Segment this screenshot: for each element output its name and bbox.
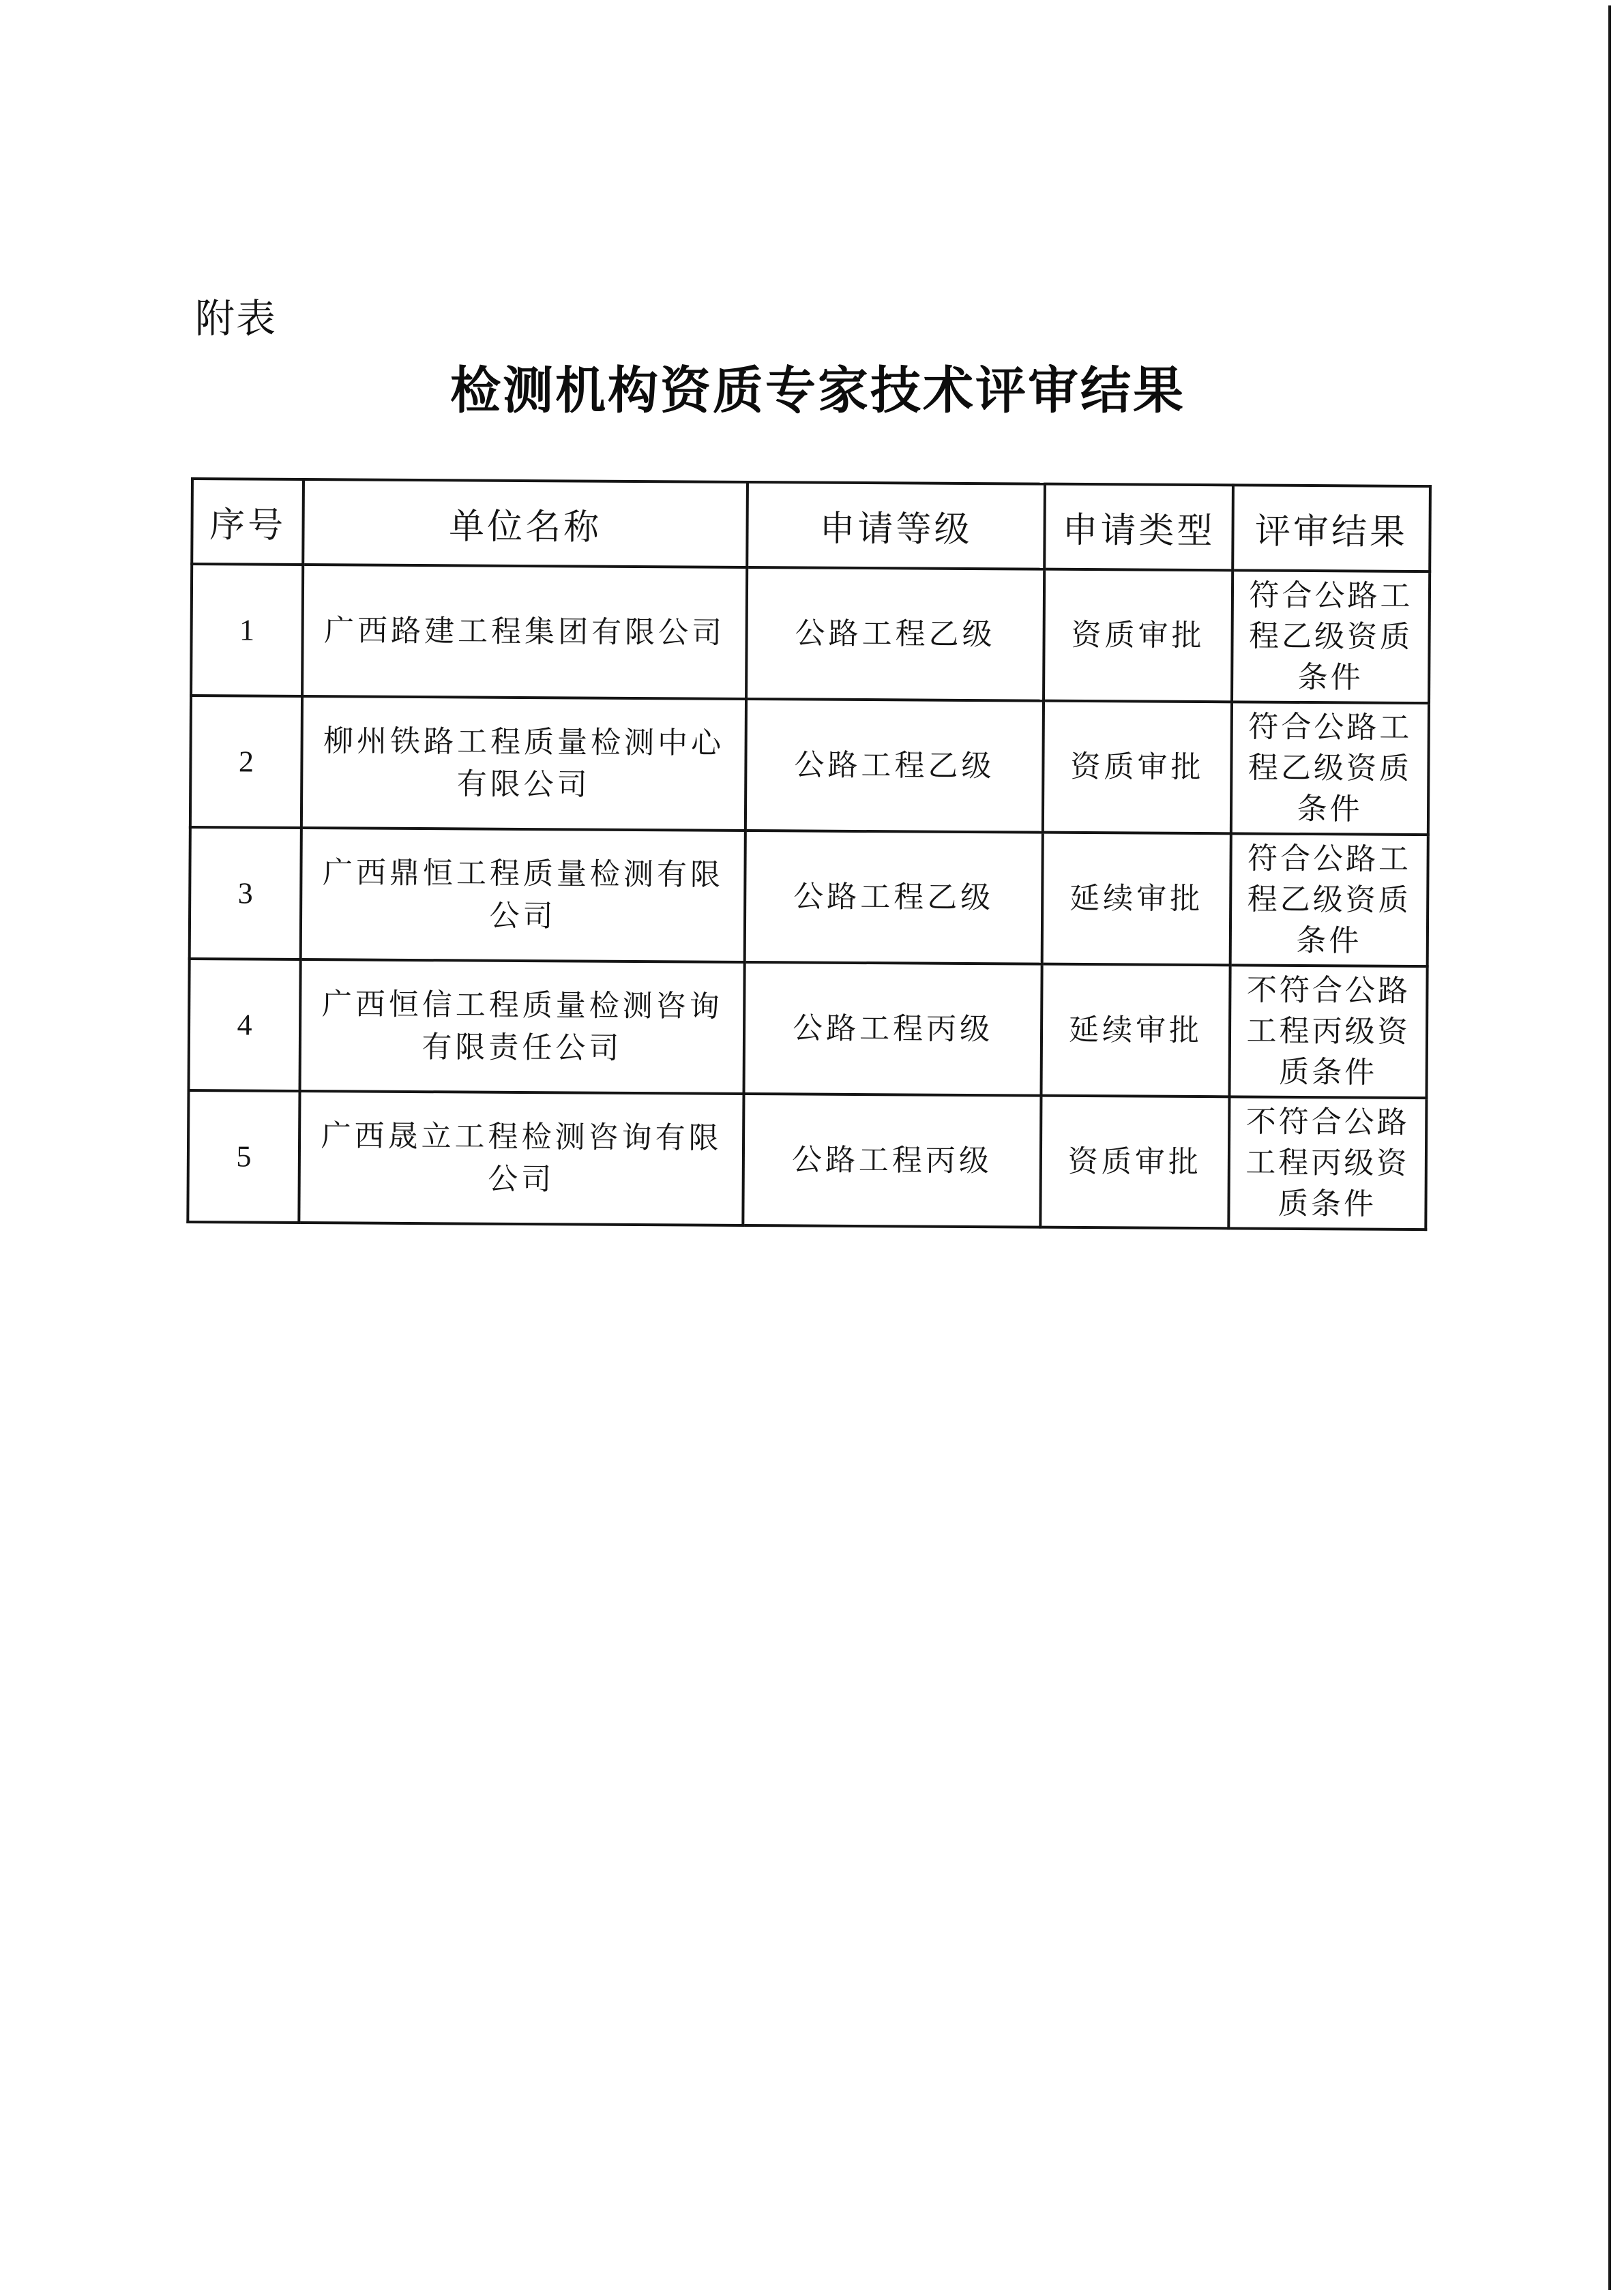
appendix-label: 附表 — [195, 295, 278, 342]
unit-name-line: 广西路建工程集团有限公司 — [323, 612, 726, 651]
header-type: 申请类型 — [1044, 484, 1233, 571]
unit-name-line: 广西鼎恒工程质量检测有限 — [322, 854, 724, 893]
cell-result: 符合公路工程乙级资质条件 — [1230, 833, 1428, 966]
header-grade: 申请等级 — [747, 482, 1045, 569]
cell-result: 不符合公路工程丙级资质条件 — [1229, 965, 1427, 1098]
cell-unit-name — [300, 959, 745, 1094]
cell-grade: 公路工程乙级 — [746, 567, 1044, 701]
cell-index: 1 — [191, 564, 303, 696]
cell-grade: 公路工程丙级 — [743, 962, 1042, 1096]
cell-index: 5 — [188, 1090, 299, 1223]
unit-name-line: 广西晟立工程检测咨询有限 — [321, 1118, 722, 1156]
table-row — [188, 1090, 1426, 1229]
cell-type: 延续审批 — [1042, 833, 1231, 966]
unit-name-line: 柳州铁路工程质量检测中心 — [323, 723, 725, 761]
scan-edge-line — [1608, 5, 1611, 2290]
cell-index: 2 — [190, 696, 302, 828]
cell-unit-name — [299, 1091, 743, 1225]
cell-index: 3 — [190, 827, 301, 959]
cell-unit-name — [301, 696, 746, 831]
cell-type: 延续审批 — [1041, 964, 1230, 1097]
cell-result: 不符合公路工程丙级资质条件 — [1228, 1097, 1426, 1229]
cell-index: 4 — [189, 959, 301, 1091]
table-header-row — [192, 479, 1430, 571]
unit-name-line: 有限公司 — [456, 766, 591, 803]
unit-name-line: 有限责任公司 — [422, 1029, 623, 1066]
header-result: 评审结果 — [1232, 485, 1430, 571]
unit-name-line: 公司 — [489, 898, 557, 934]
header-unit-name: 单位名称 — [303, 479, 748, 567]
cell-result: 符合公路工程乙级资质条件 — [1231, 702, 1429, 835]
table-row — [189, 959, 1428, 1098]
cell-result: 符合公路工程乙级资质条件 — [1232, 570, 1430, 703]
cell-grade: 公路工程乙级 — [745, 699, 1044, 833]
table-row — [190, 696, 1429, 835]
review-results-table — [186, 477, 1432, 1231]
cell-grade: 公路工程乙级 — [745, 831, 1043, 964]
document-title: 检测机构资质专家技术评审结果 — [450, 361, 1185, 420]
table-row — [190, 827, 1428, 966]
cell-type: 资质审批 — [1044, 569, 1232, 702]
cell-grade: 公路工程丙级 — [743, 1094, 1041, 1227]
cell-unit-name — [302, 565, 747, 699]
cell-type: 资质审批 — [1043, 701, 1232, 834]
unit-name-line: 公司 — [488, 1161, 555, 1197]
cell-unit-name — [301, 828, 745, 962]
header-index: 序号 — [192, 479, 304, 565]
unit-name-line: 广西恒信工程质量检测咨询 — [321, 986, 723, 1024]
table-row — [191, 564, 1430, 703]
cell-type: 资质审批 — [1040, 1096, 1229, 1229]
